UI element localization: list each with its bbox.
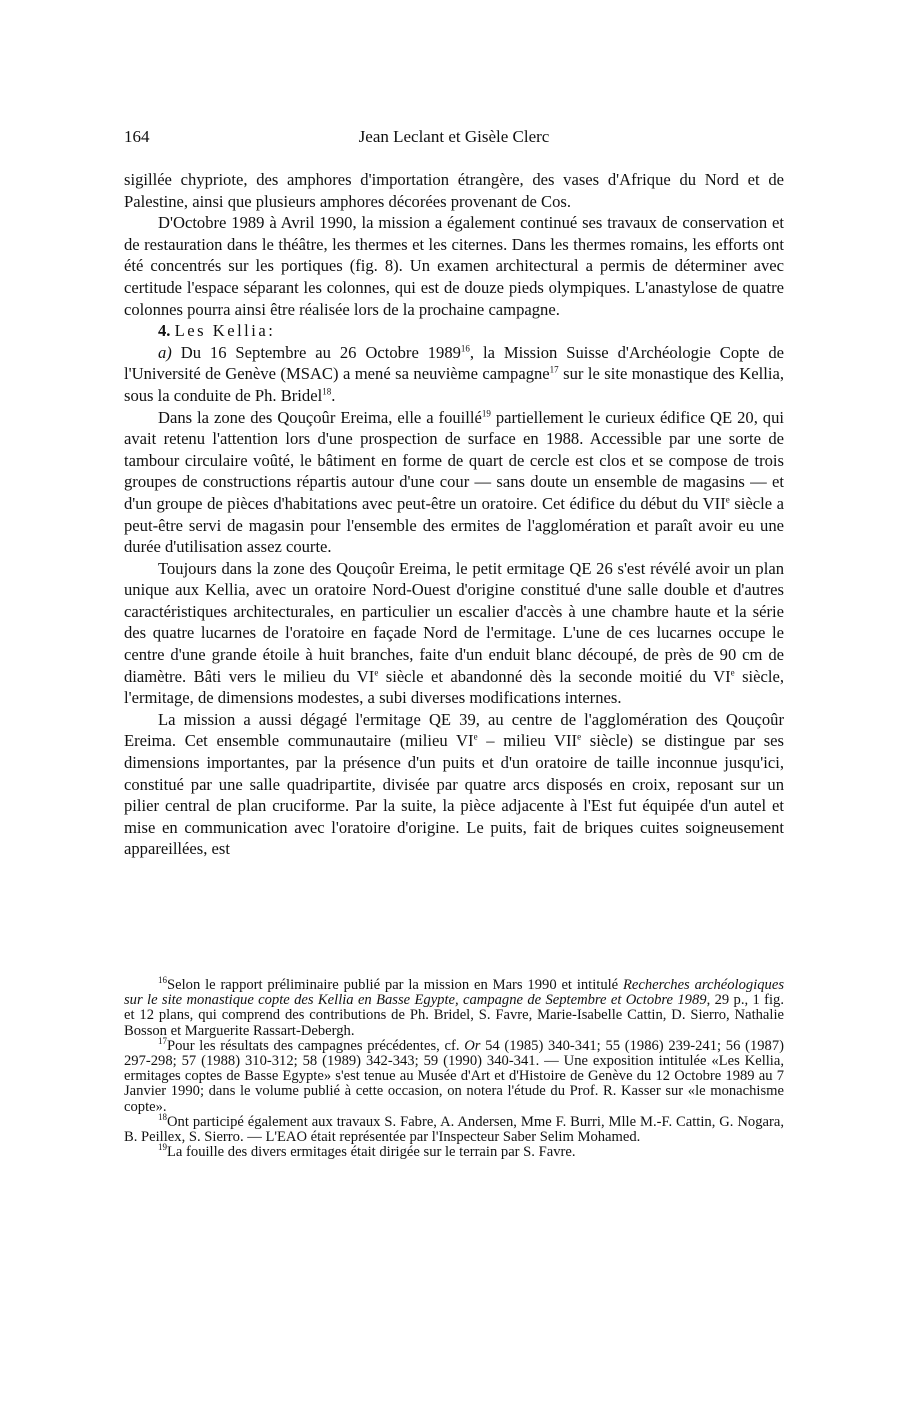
footnotes [124, 975, 785, 1161]
paragraph-text: partiellement le curieux édifice QE 20, qui avait retenu l'attention lors d'une prospection de surface en 1988. Accessible par une sorte de tambour circulaire voûté, le bâtiment en forme de quart de cercle est clos et se compose de trois groupes de constructions répartis autour d'une cour — sans doute un ensemble de magasins — et d'un groupe de pièces d'habitations avec peut-être un oratoire. Cet édifice du début du VII [124, 407, 784, 513]
main-text [124, 169, 784, 860]
paragraph-text: siècle, l'ermitage, de dimensions modestes, a subi diverses modifications internes. [124, 666, 785, 708]
footnote-ref[interactable]: 19 [481, 408, 491, 418]
footnote [124, 1111, 784, 1146]
footnote-number: 16 [158, 975, 167, 986]
paragraph-text: La mission a aussi dégagé l'ermitage QE 39, au centre de l'agglomération des Qouçoûr Ereima. Cet ensemble communautaire (milieu VI [124, 709, 784, 751]
paragraph [124, 558, 784, 709]
paragraph-text: Du 16 Septembre au 26 Octobre 1989 [171, 342, 461, 362]
paragraph-text: siècle et abandonné dès la seconde moitié du VI [378, 666, 731, 686]
footnote-title: Recherches archéologiques sur le site monastique copte des Kellia en Basse Egypte, campagne de Septembre et Octobre 1989 [124, 977, 785, 1009]
superscript: e [725, 494, 730, 505]
footnote-text: Ont participé également aux travaux S. Fabre, A. Andersen, Mme F. Burri, Mlle M.-F. Cattin, G. Nogara, B. Peillex, S. Sierro. — L'EAO était représentée par l'Inspecteur Saber Selim Mohamed. [124, 1113, 784, 1146]
footnote-ref[interactable]: 18 [322, 386, 332, 397]
paragraph-label: a) [158, 342, 172, 362]
page-header [124, 126, 784, 148]
footnote [124, 1035, 784, 1115]
footnote-number: 17 [158, 1035, 167, 1046]
paragraph-text: – milieu VII [477, 731, 578, 751]
footnote [124, 975, 785, 1039]
paragraph-text: Toujours dans la zone des Qouçoûr Ereima, le petit ermitage QE 26 s'est révélé avoir un plan unique aux Kellia, avec un oratoire Nord-Ouest d'origine constitué d'une salle double et d'autres caractéristiques architecturales, en particulier un escalier d'accès à une chambre haute et la série des quatre lucarnes de l'oratoire en façade Nord de l'ermitage. L'une de ces lucarnes occupe le centre d'une grande étoile à huit branches, faite d'un enduit blanc découpé, de près de 90 cm de diamètre. Bâti vers le milieu du VI [124, 558, 784, 686]
footnote-text: La fouille des divers ermitages était dirigée sur le terrain par S. Favre. [167, 1144, 576, 1161]
section-title: Les Kellia: [174, 321, 276, 341]
superscript: e [473, 731, 478, 742]
paragraph-text: , la Mission Suisse d'Archéologie Copte de l'Université de Genève (MSAC) a mené sa neuvième campagne [124, 342, 784, 384]
paragraph-text: Dans la zone des Qouçoûr Ereima, elle a fouillé [158, 407, 482, 427]
superscript: e [374, 667, 379, 678]
paragraph-text: sur le site monastique des Kellia, sous la conduite de Ph. Bridel [124, 364, 784, 405]
footnote [124, 1142, 784, 1161]
paragraph-text: siècle a peut-être servi de magasin pour l'ensemble des ermites de l'agglomération et paraît avoir eu une durée d'utilisation assez courte. [124, 493, 784, 557]
running-title: Jean Leclant et Gisèle Clerc [358, 127, 550, 146]
footnote-text: Pour les résultats des campagnes précédentes, cf. [167, 1037, 465, 1054]
footnote-text: , 29 p., 1 fig. et 12 plans, qui comprend des contributions de Ph. Bridel, S. Favre, Marie-Isabelle Cattin, D. Sierro, Nathalie Bosson et Marguerite Rassart-Debergh. [124, 992, 784, 1039]
section-heading [124, 320, 784, 342]
footnote-number: 19 [158, 1142, 167, 1153]
page-number: 164 [124, 127, 150, 146]
journal-abbrev: Or [464, 1037, 481, 1054]
paragraph: sigillée chypriote, des amphores d'importation étrangère, des vases d'Afrique du Nord et de Palestine, ainsi que plusieurs amphores décorées provenant de Cos. [124, 170, 784, 211]
footnote-text: Selon le rapport préliminaire publié par la mission en Mars 1990 et intitulé [167, 977, 624, 993]
footnote-number: 18 [158, 1111, 167, 1122]
paragraph [124, 342, 784, 407]
footnote-ref[interactable]: 16 [460, 343, 470, 354]
superscript: e [730, 667, 735, 678]
superscript: e [577, 731, 582, 742]
paragraph [124, 709, 784, 860]
section-number: 4. [158, 321, 171, 341]
paragraph-text: siècle) se distingue par ses dimensions importantes, par la présence d'un puits et d'un oratoire de taille inconnue jusqu'ici, constitué par une salle quadripartite, divisée par quatre arcs disposés en croix, reposant sur un pilier central de plan cruciforme. Par la suite, la pièce adjacente à l'Est fut équipée d'un autel et mise en communication avec l'oratoire d'origine. Le puits, fait de briques cuites soigneusement appareillées, est [124, 731, 784, 859]
footnote-text: 54 (1985) 340-341; 55 (1986) 239-241; 56 (1987) 297-298; 57 (1988) 310-312; 58 (1989) 342-343; 59 (1990) 340-341. — Une exposition intitulée «Les Kellia, ermitages coptes de Basse Egypte» s'est tenue au Musée d'Art et d'Histoire de Genève du 12 Octobre 1989 au 7 Janvier 1990; dans le volume publié à cette occasion, on notera l'étude du Prof. R. Kasser sur «le monachisme copte». [124, 1037, 784, 1115]
paragraph: D'Octobre 1989 à Avril 1990, la mission a également continué ses travaux de conservation et de restauration dans le théâtre, les thermes et les citernes. Dans les thermes romains, les efforts ont été concentrés sur les portiques (fig. 8). Un examen architectural a permis de déterminer avec certitude l'espace séparant les colonnes, qui est de douze pieds olympiques. L'anastylose de quatre colonnes pourra ainsi être réalisée lors de la prochaine campagne. [124, 213, 784, 319]
footnote-ref[interactable]: 17 [549, 364, 559, 375]
paragraph-text: . [331, 385, 336, 405]
paragraph [124, 407, 784, 558]
